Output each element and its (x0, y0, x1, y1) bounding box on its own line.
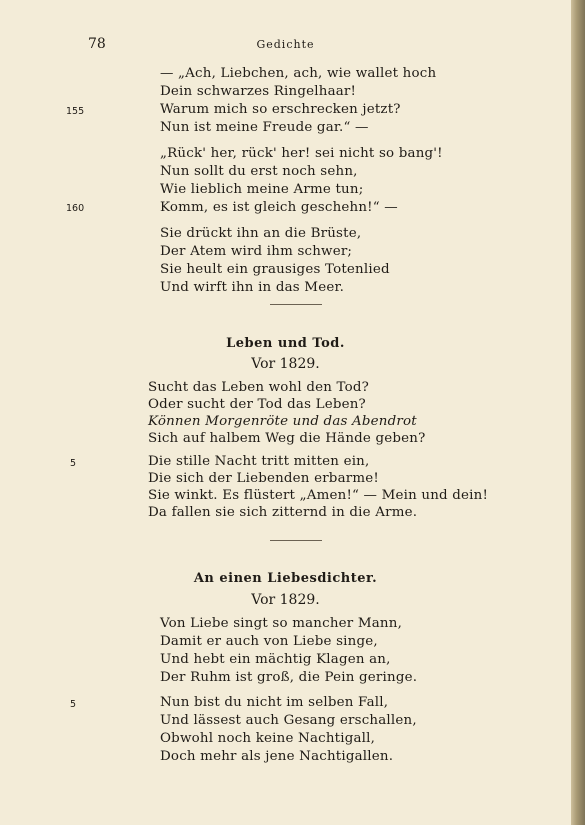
verse-line: Obwohl noch keine Nachtigall, (160, 731, 376, 746)
verse-line: Und wirft ihn in das Meer. (160, 280, 345, 295)
verse-line: Sie heult ein grausiges Totenlied (160, 262, 390, 277)
verse-line: Oder sucht der Tod das Leben? (148, 397, 366, 412)
verse-line: Können Morgenröte und das Abendrot (148, 414, 417, 429)
verse-line: — „Ach, Liebchen, ach, wie wallet hoch (160, 66, 437, 81)
page-number: 78 (88, 36, 106, 52)
verse-line: Nun bist du nicht im selben Fall, (160, 695, 389, 710)
verse-line: Da fallen sie sich zitternd in die Arme. (148, 505, 418, 520)
line-number: 160 (66, 203, 85, 214)
verse-line: Sich auf halbem Weg die Hände geben? (148, 431, 426, 446)
poem-date: Vor 1829. (251, 356, 320, 372)
verse-line: Und hebt ein mächtig Klagen an, (160, 652, 391, 667)
verse-line: Der Ruhm ist groß, die Pein geringe. (160, 670, 418, 685)
verse-line: Die sich der Liebenden erbarme! (148, 471, 379, 486)
verse-line: „Rück' her, rück' her! sei nicht so bang'! (160, 146, 443, 161)
verse-line: Von Liebe singt so mancher Mann, (160, 616, 403, 631)
verse-line: Die stille Nacht tritt mitten ein, (148, 454, 370, 469)
verse-line: Damit er auch von Liebe singe, (160, 634, 378, 649)
section-divider (270, 540, 322, 541)
verse-line: Sie winkt. Es flüstert „Amen!“ — Mein und dein! (148, 488, 489, 503)
poem-title: An einen Liebesdichter. (193, 571, 378, 586)
line-number: 5 (70, 699, 77, 710)
running-title: Gedichte (256, 38, 315, 51)
line-number: 155 (66, 106, 85, 117)
verse-line: Dein schwarzes Ringelhaar! (160, 84, 357, 99)
verse-line: Sie drückt ihn an die Brüste, (160, 226, 362, 241)
verse-line: Doch mehr als jene Nachtigallen. (160, 749, 394, 764)
section-divider (270, 304, 322, 305)
page-edge (571, 0, 585, 825)
verse-line: Und lässest auch Gesang erschallen, (160, 713, 417, 728)
poem-title: Leben und Tod. (226, 336, 345, 351)
verse-line: Nun sollt du erst noch sehn, (160, 164, 358, 179)
verse-line: Nun ist meine Freude gar.“ — (160, 120, 369, 135)
verse-line: Komm, es ist gleich geschehn!“ — (160, 200, 398, 215)
verse-line: Sucht das Leben wohl den Tod? (148, 380, 370, 395)
verse-line: Wie lieblich meine Arme tun; (160, 182, 364, 197)
poem-date: Vor 1829. (251, 592, 320, 608)
verse-line: Der Atem wird ihm schwer; (160, 244, 353, 259)
line-number: 5 (70, 458, 77, 469)
verse-line: Warum mich so erschrecken jetzt? (160, 102, 401, 117)
